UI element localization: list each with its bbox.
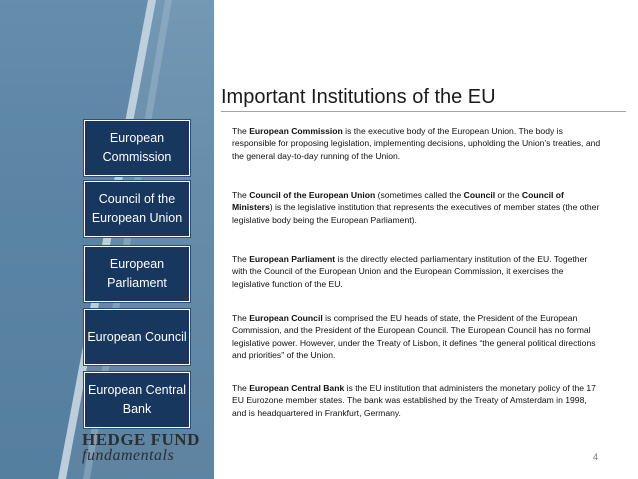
text: or the [495, 190, 522, 200]
text: is the directly elected parliamentary institution of the EU. Together with the Council of the European Union and the European Commission, it exercises the legislative function of the EU. [232, 254, 588, 289]
logo-line-1: HEDGE FUND [82, 430, 200, 449]
page-number: 4 [593, 452, 599, 462]
term: European Central Bank [249, 383, 345, 393]
text: ) is the legislative institution that represents the executives of member states (the other legislative body being the European Parliament). [232, 202, 600, 225]
paragraph-european-central-bank [232, 382, 602, 419]
logo-line-2: fundamentals [82, 447, 175, 464]
text: is comprised the EU heads of state, the President of the European Commission, and the President of the European Council. The European Council has no formal legislative power. However, under the Treaty of Lisbon, it defines “the general political directions and priorities" of the Union. [232, 313, 596, 361]
paragraph-european-council [232, 312, 602, 362]
text: The [232, 126, 250, 136]
paragraph-european-commission [232, 125, 602, 162]
term: Council [463, 190, 496, 200]
term: Council of the European Union [249, 190, 376, 200]
box-label: European Central Bank [88, 383, 186, 416]
text: is the EU institution that administers the monetary policy of the 17 EU Eurozone member states. The bank was established by the Treaty of Amsterdam in 1998, and is headquartered in Frankfurt, Germany. [232, 383, 596, 418]
box-label: European Parliament [107, 257, 167, 290]
text: The [232, 313, 250, 323]
paragraph-council-of-the-eu [232, 189, 602, 226]
hedge-fund-logo [82, 432, 212, 466]
box-label: Council of the European Union [91, 192, 183, 225]
term: European Parliament [249, 254, 336, 264]
page-title: Important Institutions of the EU [221, 86, 496, 108]
text: The [232, 383, 250, 393]
term: Council of Ministers [232, 190, 564, 213]
text: (sometimes called the [375, 190, 464, 200]
box-council-of-the-eu [84, 181, 190, 237]
text: The [232, 190, 250, 200]
text: is the executive body of the European Union. The body is responsible for proposing legislation, implementing decisions, upholding the Union’s treaties, and the general day-to-day running of the Union. [232, 126, 601, 161]
paragraph-european-parliament [232, 253, 602, 290]
box-european-commission [84, 120, 190, 176]
box-label: European Commission [102, 131, 172, 164]
box-label: European Council [87, 329, 187, 344]
text: The [232, 254, 250, 264]
term: European Commission [249, 126, 343, 136]
title-divider [221, 111, 626, 112]
box-european-council [84, 309, 190, 365]
box-european-central-bank [84, 372, 190, 428]
box-european-parliament [84, 246, 190, 302]
term: European Council [249, 313, 323, 323]
